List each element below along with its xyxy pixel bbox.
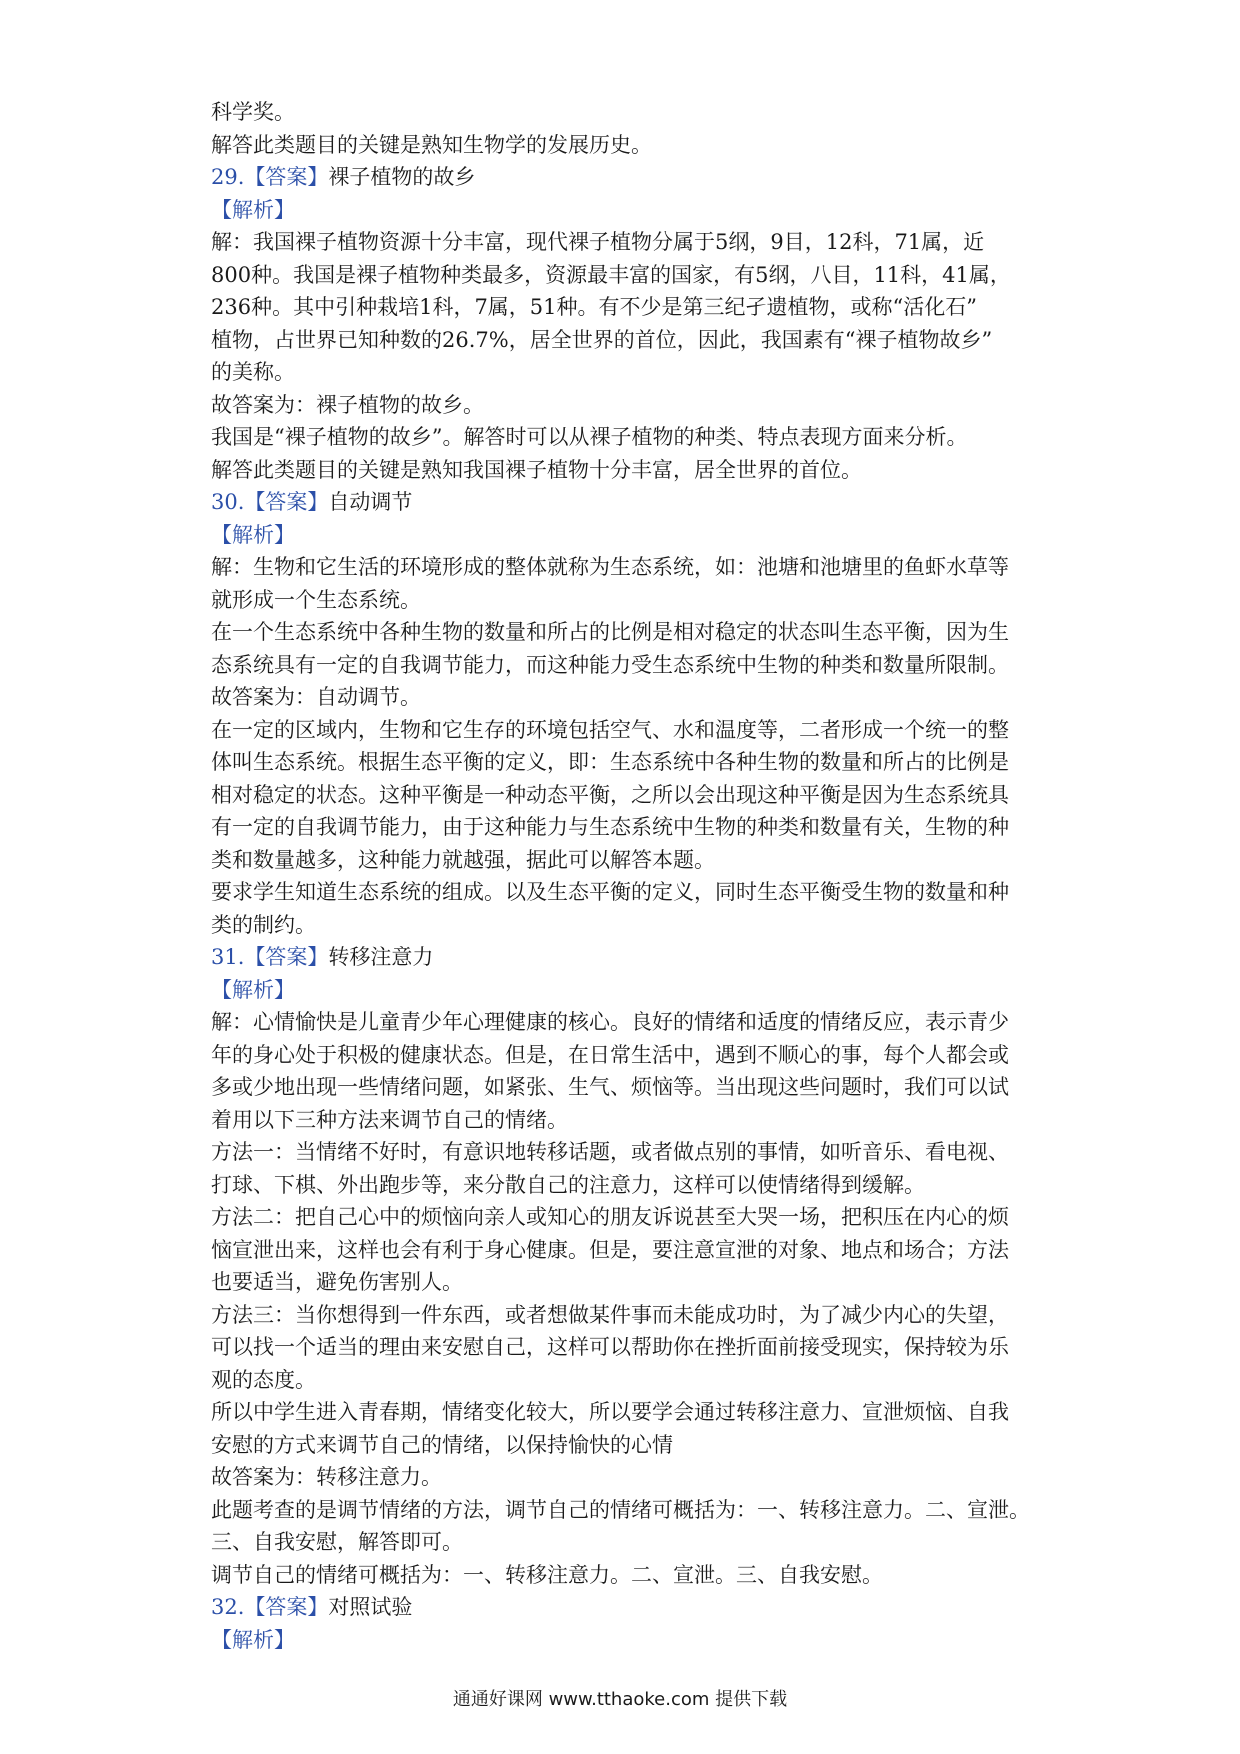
answer-text: 转移注意力 (328, 945, 434, 969)
text-line: 恼宣泄出来，这样也会有利于身心健康。但是，要注意宣泄的对象、地点和场合；方法 (211, 1237, 1009, 1262)
analysis-tag: 【解析】 (211, 1627, 295, 1652)
answer-tag: 【答案】 (244, 490, 329, 514)
answer-heading (211, 1591, 1041, 1624)
answer-text: 对照试验 (328, 1595, 413, 1619)
answer-text: 自动调节 (328, 490, 413, 514)
text-line: 植物，占世界已知种数的26.7%，居全世界的首位，因此，我国素有“裸子植物故乡” (211, 327, 993, 352)
text-line: 方法一：当情绪不好时，有意识地转移话题，或者做点别的事情，如听音乐、看电视、 (211, 1140, 1009, 1164)
question-number: 30. (211, 490, 245, 514)
text-line: 方法三：当你想得到一件东西，或者想做某件事而未能成功时，为了减少内心的失望， (211, 1302, 1009, 1327)
text-line: 科学奖。 (211, 100, 295, 124)
text-line: 安慰的方式来调节自己的情绪，以保持愉快的心情 (211, 1432, 673, 1457)
text-line: 着用以下三种方法来调节自己的情绪。 (211, 1107, 568, 1132)
text-line: 也要适当，避免伤害别人。 (211, 1270, 463, 1294)
text-line: 类的制约。 (211, 912, 316, 937)
answer-tag: 【答案】 (244, 165, 329, 189)
text-line: 236种。其中引种栽培1科，7属，51种。有不少是第三纪孑遗植物，或称“活化石” (211, 295, 977, 319)
text-line: 打球、下棋、外出跑步等，来分散自己的注意力，这样可以使情绪得到缓解。 (211, 1172, 925, 1197)
text-line: 类和数量越多，这种能力就越强，据此可以解答本题。 (211, 847, 715, 872)
text-line: 在一定的区域内，生物和它生存的环境包括空气、水和温度等，二者形成一个统一的整 (211, 717, 1009, 742)
analysis-tag: 【解析】 (211, 977, 295, 1002)
text-line: 解：生物和它生活的环境形成的整体就称为生态系统，如：池塘和池塘里的鱼虾水草等 (211, 555, 1009, 579)
text-line: 态系统具有一定的自我调节能力，而这种能力受生态系统中生物的种类和数量所限制。 (211, 652, 1009, 677)
text-line: 的美称。 (211, 360, 295, 384)
text-line: 有一定的自我调节能力，由于这种能力与生态系统中生物的种类和数量有关，生物的种 (211, 815, 1009, 839)
answer-heading (211, 486, 1041, 519)
analysis-heading (211, 194, 1041, 227)
text-line: 解答此类题目的关键是熟知我国裸子植物十分丰富，居全世界的首位。 (211, 457, 862, 482)
text-line: 解：我国裸子植物资源十分丰富，现代裸子植物分属于5纲，9目，12科，71属，近 (211, 230, 985, 254)
document-body (211, 96, 1041, 1656)
answer-tag: 【答案】 (244, 1595, 329, 1619)
text-line: 相对稳定的状态。这种平衡是一种动态平衡，之所以会出现这种平衡是因为生态系统具 (211, 782, 1009, 807)
text-line: 方法二：把自己心中的烦恼向亲人或知心的朋友诉说甚至大哭一场，把积压在内心的烦 (211, 1205, 1009, 1229)
text-line: 所以中学生进入青春期，情绪变化较大，所以要学会通过转移注意力、宣泄烦恼、自我 (211, 1400, 1009, 1424)
text-line: 我国是“裸子植物的故乡”。解答时可以从裸子植物的种类、特点表现方面来分析。 (211, 425, 968, 449)
answer-tag: 【答案】 (244, 945, 329, 969)
text-line: 此题考查的是调节情绪的方法，调节自己的情绪可概括为：一、转移注意力。二、宣泄。 (211, 1497, 1030, 1522)
analysis-heading (211, 519, 1041, 552)
text-line: 多或少地出现一些情绪问题，如紧张、生气、烦恼等。当出现这些问题时，我们可以试 (211, 1075, 1009, 1099)
text-line: 解：心情愉快是儿童青少年心理健康的核心。良好的情绪和适度的情绪反应，表示青少 (211, 1010, 1009, 1034)
page-footer: 通通好课网 www.tthaoke.com 提供下载 (452, 1689, 788, 1710)
text-line: 调节自己的情绪可概括为：一、转移注意力。二、宣泄。三、自我安慰。 (211, 1562, 883, 1587)
question-number: 31. (211, 945, 245, 969)
text-line: 年的身心处于积极的健康状态。但是，在日常生活中，遇到不顺心的事，每个人都会或 (211, 1042, 1009, 1067)
text-line: 体叫生态系统。根据生态平衡的定义，即：生态系统中各种生物的数量和所占的比例是 (211, 750, 1009, 774)
text-line: 故答案为：转移注意力。 (211, 1465, 442, 1489)
question-number: 29. (211, 165, 245, 189)
analysis-tag: 【解析】 (211, 522, 295, 547)
answer-heading (211, 161, 1041, 194)
text-line: 三、自我安慰，解答即可。 (211, 1530, 463, 1554)
text-line: 故答案为：裸子植物的故乡。 (211, 392, 484, 417)
text-line: 解答此类题目的关键是熟知生物学的发展历史。 (211, 132, 652, 157)
text-line: 就形成一个生态系统。 (211, 587, 421, 612)
text-line: 观的态度。 (211, 1367, 316, 1392)
analysis-heading (211, 974, 1041, 1007)
text-line: 可以找一个适当的理由来安慰自己，这样可以帮助你在挫折面前接受现实，保持较为乐 (211, 1335, 1009, 1359)
question-number: 32. (211, 1595, 245, 1619)
text-line: 故答案为：自动调节。 (211, 685, 421, 709)
text-line: 800种。我国是裸子植物种类最多，资源最丰富的国家，有5纲，八目，11科，41属， (211, 262, 1011, 287)
answer-text: 裸子植物的故乡 (328, 165, 476, 189)
text-line: 要求学生知道生态系统的组成。以及生态平衡的定义，同时生态平衡受生物的数量和种 (211, 880, 1009, 904)
analysis-heading (211, 1624, 1041, 1657)
text-line: 在一个生态系统中各种生物的数量和所占的比例是相对稳定的状态叫生态平衡，因为生 (211, 620, 1009, 644)
answer-heading (211, 941, 1041, 974)
analysis-tag: 【解析】 (211, 197, 295, 222)
